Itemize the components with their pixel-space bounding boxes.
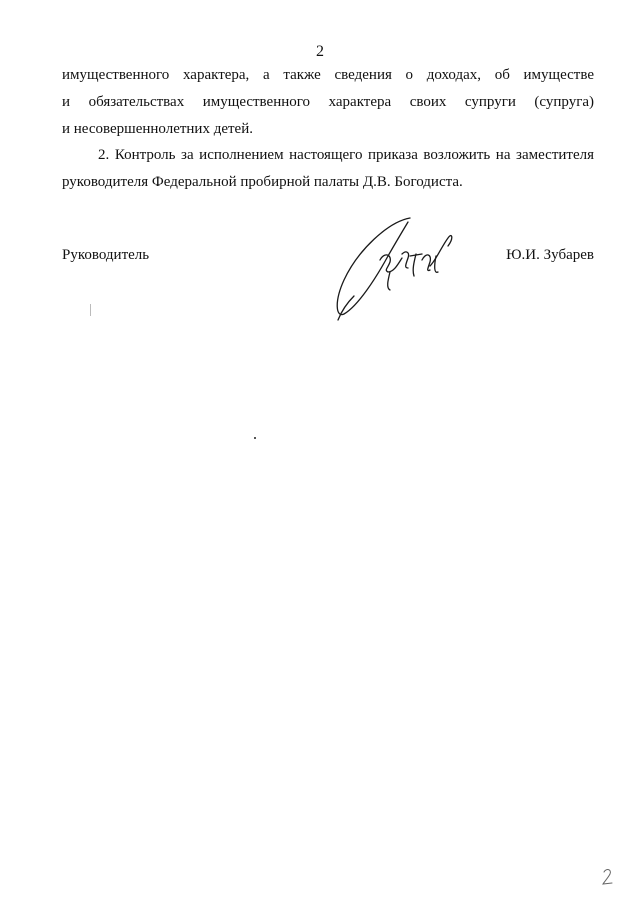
paragraph-2 xyxy=(62,142,594,196)
scan-speck xyxy=(254,437,256,439)
handwritten-signature xyxy=(318,210,468,330)
handwritten-page-mark xyxy=(600,866,616,886)
paragraph-2-line-2: руководителя Федеральной пробирной палаты Д.В. Богодиста. xyxy=(62,174,463,190)
scan-speck xyxy=(90,304,91,316)
paragraph-1 xyxy=(62,62,594,143)
paragraph-1-line-2: и обязательствах имущественного характера своих супруги (супруга) xyxy=(62,94,594,110)
paragraph-1-line-3: и несовершеннолетних детей. xyxy=(62,121,253,137)
paragraph-1-line-1: имущественного характера, а также сведения о доходах, об имуществе xyxy=(62,67,594,83)
paragraph-2-line-1: 2. Контроль за исполнением настоящего приказа возложить на заместителя xyxy=(98,147,594,163)
signatory-title: Руководитель xyxy=(62,247,150,263)
page-number: 2 xyxy=(316,43,324,60)
signatory-name: Ю.И. Зубарев xyxy=(506,247,594,263)
